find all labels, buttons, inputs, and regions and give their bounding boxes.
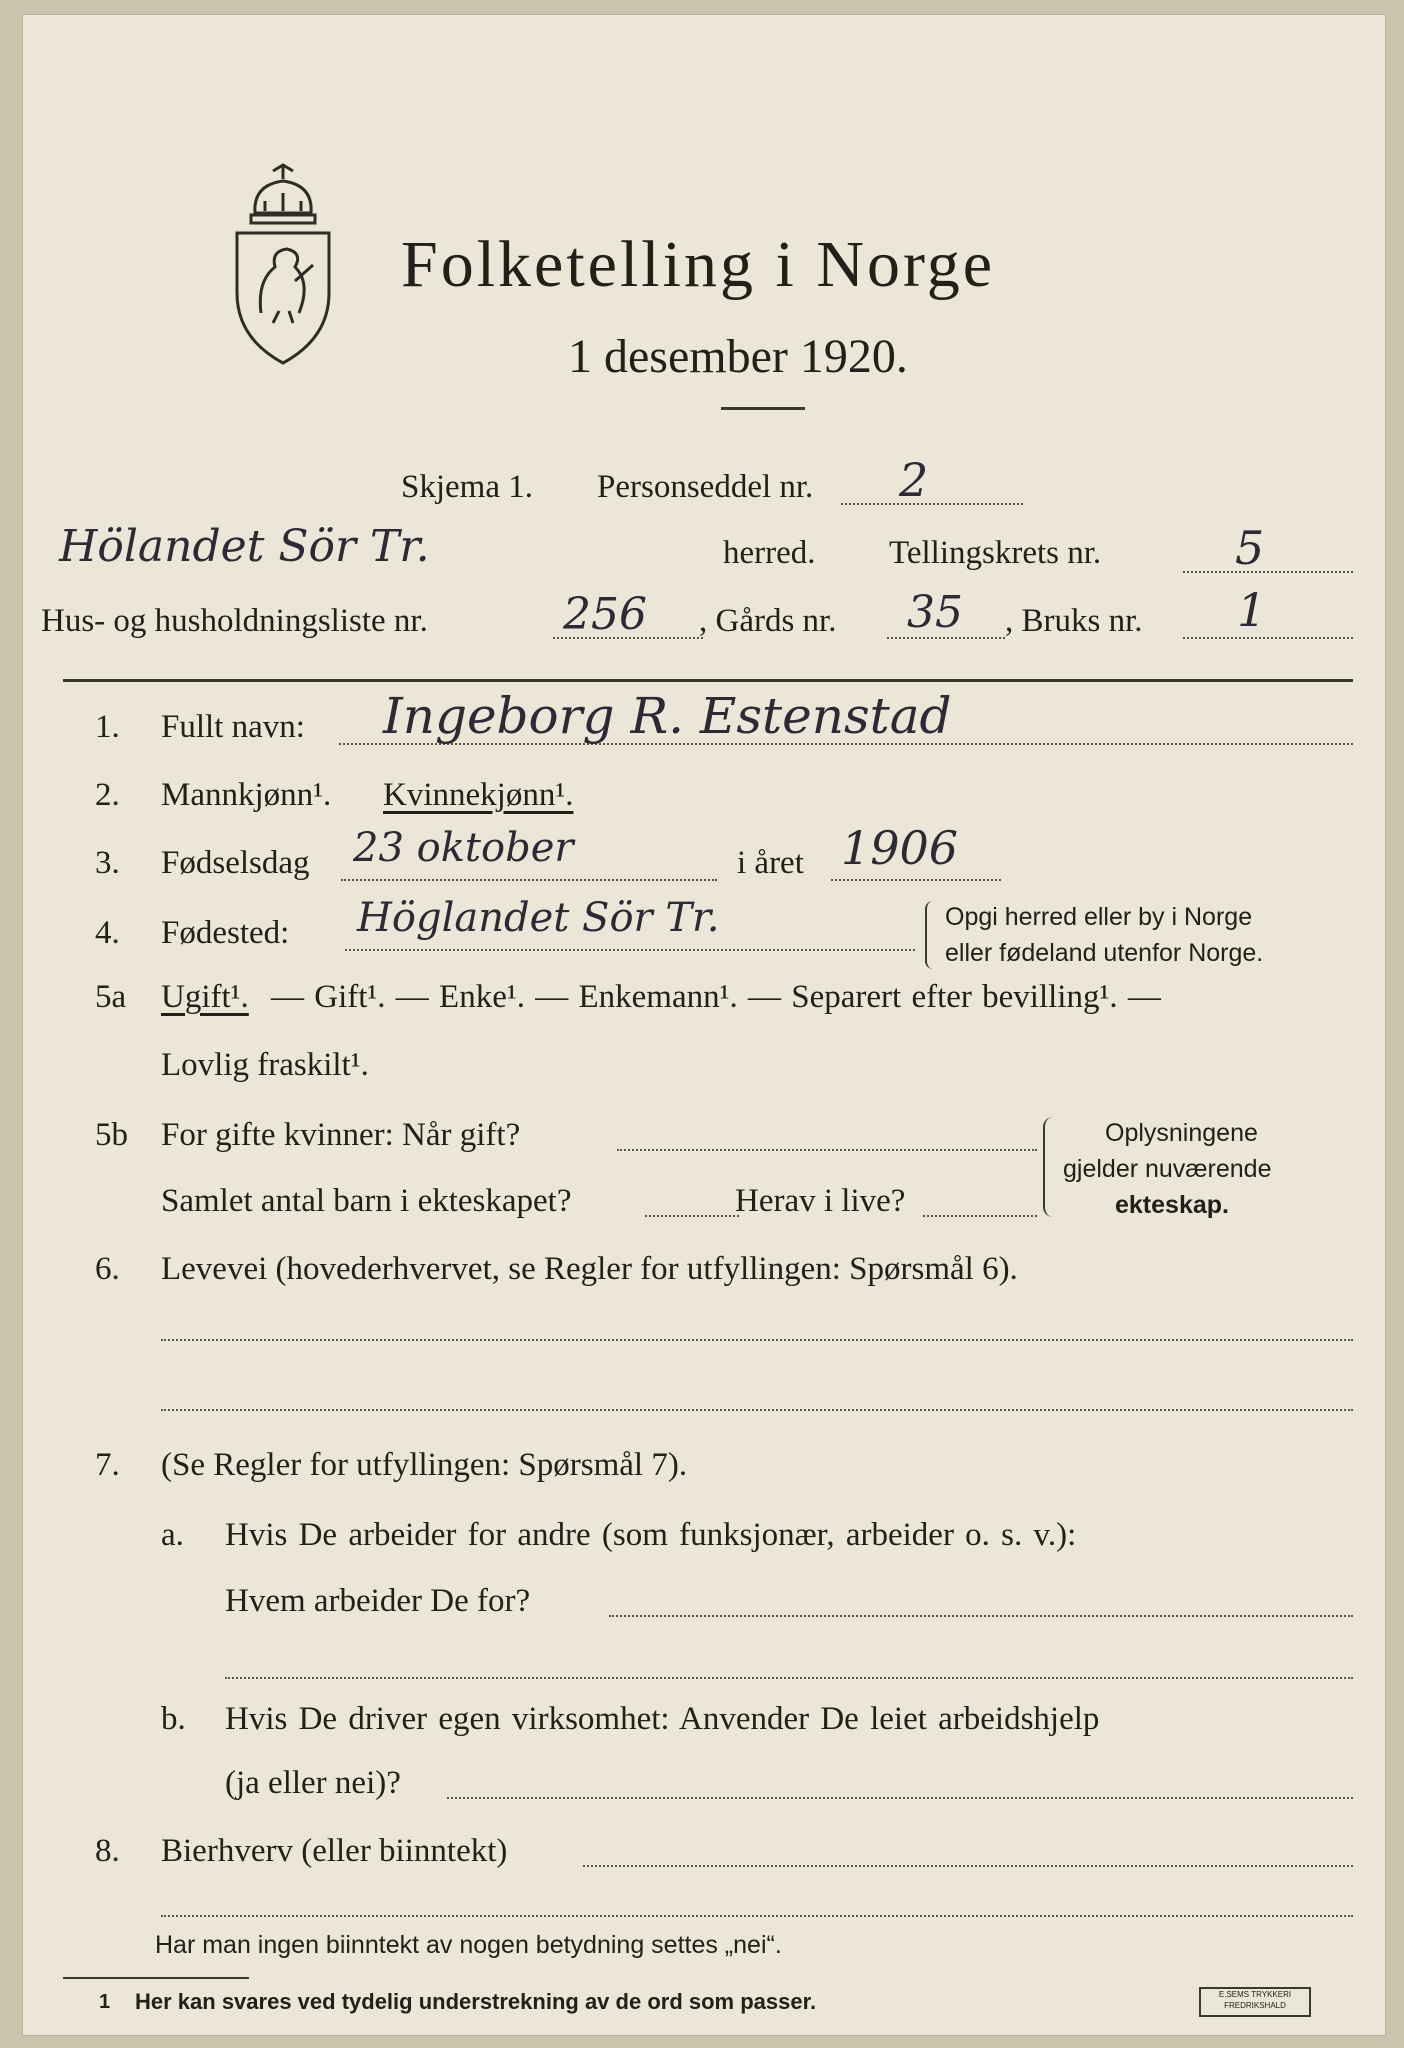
q7b-line2: (ja eller nei)? <box>225 1765 401 1801</box>
q5b-line2a: Samlet antal barn i ekteskapet? <box>161 1183 572 1219</box>
census-date: 1 desember 1920. <box>568 330 908 383</box>
q2-male: Mannkjønn¹. <box>161 777 332 813</box>
q8-answer-dots1 <box>583 1865 1353 1867</box>
q5b-brace <box>1043 1117 1055 1217</box>
husliste-label: Hus- og husholdningsliste nr. <box>41 603 428 639</box>
q7-number: 7. <box>95 1447 120 1483</box>
tellingskrets-label: Tellingskrets nr. <box>889 535 1102 571</box>
husliste-value: 256 <box>563 589 647 640</box>
q4-label: Fødested: <box>161 915 290 951</box>
printer-line1: E.SEMS TRYKKERI <box>1218 1990 1292 1999</box>
q5b-note-line1: Oplysningene <box>1105 1119 1258 1147</box>
q3-year-dots <box>831 879 1001 881</box>
printer-stamp <box>1199 1987 1311 2017</box>
q7-label: (Se Regler for utfyllingen: Spørsmål 7). <box>161 1447 688 1483</box>
q5a-fraskilt: Lovlig fraskilt¹. <box>161 1047 369 1083</box>
q6-answer-line2 <box>161 1409 1353 1411</box>
personseddel-value: 2 <box>899 453 929 507</box>
footnote-mark: 1 <box>99 1991 111 2013</box>
q2-number: 2. <box>95 777 120 813</box>
q7a-answer-dots1 <box>609 1615 1353 1617</box>
q7b-letter: b. <box>161 1701 186 1737</box>
bruks-label: , Bruks nr. <box>1005 603 1143 639</box>
tellingskrets-dots <box>1183 571 1353 573</box>
q1-value: Ingeborg R. Estenstad <box>383 687 952 745</box>
q5a-number: 5a <box>95 979 127 1015</box>
coat-of-arms-icon <box>223 163 343 373</box>
q4-note-line2: eller fødeland utenfor Norge. <box>945 939 1264 967</box>
q5b-line1: For gifte kvinner: Når gift? <box>161 1117 521 1153</box>
q6-answer-line1 <box>161 1339 1353 1341</box>
q3-year-value: 1906 <box>841 821 959 875</box>
herred-label: herred. <box>723 535 816 571</box>
q6-number: 6. <box>95 1251 120 1287</box>
tellingskrets-value: 5 <box>1235 521 1265 575</box>
census-form <box>22 14 1386 2036</box>
q5b-note-line2: gjelder nuværende <box>1063 1155 1272 1183</box>
q7a-line2: Hvem arbeider De for? <box>225 1583 531 1619</box>
personseddel-label: Personseddel nr. <box>597 469 814 505</box>
q8-answer-dots2 <box>161 1915 1353 1917</box>
gards-label: , Gårds nr. <box>699 603 837 639</box>
q5b-number: 5b <box>95 1117 128 1153</box>
q1-label: Fullt navn: <box>161 709 305 745</box>
printer-line2: FREDRIKSHALD <box>1224 2001 1286 2010</box>
footnote-text: Her kan svares ved tydelig understrekning av de ord som passer. <box>135 1989 817 2014</box>
q4-note-line1: Opgi herred eller by i Norge <box>945 903 1253 931</box>
q5b-married-dots <box>617 1149 1037 1151</box>
q6-label: Levevei (hovederhvervet, se Regler for utfyllingen: Spørsmål 6). <box>161 1251 1018 1287</box>
q1-number: 1. <box>95 709 120 745</box>
herred-value: Hölandet Sör Tr. <box>59 521 430 572</box>
q2-female: Kvinnekjønn¹. <box>383 777 574 813</box>
q4-value: Höglandet Sör Tr. <box>357 895 720 941</box>
q5b-line2b: Herav i live? <box>735 1183 906 1219</box>
personseddel-dots <box>841 503 1023 505</box>
q7b-answer-dots <box>447 1797 1353 1799</box>
q5a-options: — Gift¹. — Enke¹. — Enkemann¹. — Separert efter bevilling¹. — <box>271 979 1161 1015</box>
q3-label: Fødselsdag <box>161 845 310 881</box>
q7b-line1: Hvis De driver egen virksomhet: Anvender De leiet arbeidshjelp <box>225 1701 1100 1737</box>
q8-number: 8. <box>95 1833 120 1869</box>
q3-year-label: i året <box>737 845 804 881</box>
form-title: Folketelling i Norge <box>401 228 996 301</box>
footnote-rule <box>63 1977 249 1979</box>
bruks-dots <box>1183 637 1353 639</box>
gards-value: 35 <box>907 587 963 638</box>
q3-number: 3. <box>95 845 120 881</box>
q7a-answer-dots2 <box>225 1677 1353 1679</box>
q7a-line1: Hvis De arbeider for andre (som funksjonær, arbeider o. s. v.): <box>225 1517 1077 1553</box>
title-separator <box>721 407 805 410</box>
q3-day-value: 23 oktober <box>353 825 574 871</box>
header-divider <box>63 679 1353 682</box>
q4-dots <box>345 949 915 951</box>
q4-brace <box>925 901 935 969</box>
q5b-alive-dots <box>923 1215 1037 1217</box>
q7a-letter: a. <box>161 1517 184 1553</box>
bruks-value: 1 <box>1237 583 1267 637</box>
q4-number: 4. <box>95 915 120 951</box>
q5b-children-dots <box>645 1215 739 1217</box>
q5b-note-line3: ekteskap. <box>1115 1191 1229 1219</box>
schema-label: Skjema 1. <box>401 469 533 505</box>
q8-label: Bierhverv (eller biinntekt) <box>161 1833 508 1869</box>
q8-note: Har man ingen biinntekt av nogen betydning settes „nei“. <box>155 1931 782 1959</box>
q5a-ugift: Ugift¹. <box>161 979 249 1015</box>
q3-day-dots <box>341 879 717 881</box>
